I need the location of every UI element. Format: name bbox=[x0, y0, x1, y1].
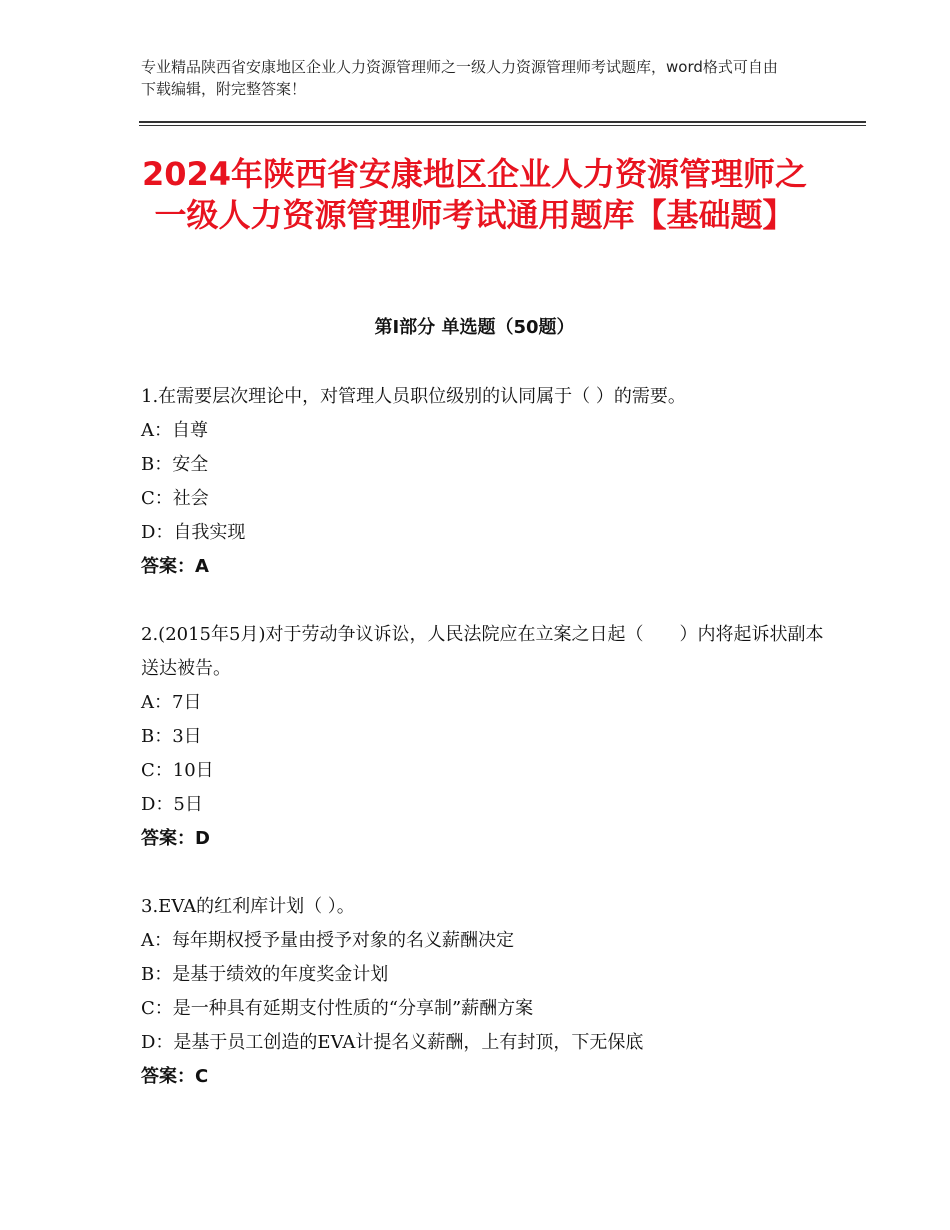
option-c: C：10日 bbox=[141, 760, 214, 781]
header-divider bbox=[139, 121, 866, 123]
question-2 bbox=[141, 618, 841, 856]
option-a: A：7日 bbox=[141, 692, 202, 713]
document-title: 2024年陕西省安康地区企业人力资源管理师之一级人力资源管理师考试通用题库【基础题】 bbox=[141, 155, 808, 234]
answer: 答案：A bbox=[141, 556, 209, 577]
answer: 答案：C bbox=[141, 1066, 209, 1087]
option-b: B：安全 bbox=[141, 454, 209, 475]
option-d: D：5日 bbox=[141, 794, 203, 815]
option-c: C：是一种具有延期支付性质的“分享制”薪酬方案 bbox=[141, 998, 534, 1019]
option-d: D：是基于员工创造的EVA计提名义薪酬，上有封顶，下无保底 bbox=[141, 1032, 644, 1053]
question-stem: 1.在需要层次理论中，对管理人员职位级别的认同属于（ ）的需要。 bbox=[141, 386, 686, 407]
question-1 bbox=[141, 380, 841, 584]
option-c: C：社会 bbox=[141, 488, 209, 509]
question-3 bbox=[141, 890, 841, 1094]
section-heading: 第Ⅰ部分 单选题（50题） bbox=[374, 317, 575, 338]
option-a: A：每年期权授予量由授予对象的名义薪酬决定 bbox=[141, 930, 514, 951]
option-b: B：是基于绩效的年度奖金计划 bbox=[141, 964, 389, 985]
option-a: A：自尊 bbox=[141, 420, 208, 441]
option-d: D：自我实现 bbox=[141, 522, 246, 543]
answer: 答案：D bbox=[141, 828, 210, 849]
option-b: B：3日 bbox=[141, 726, 202, 747]
question-stem: 3.EVA的红利库计划（ ）。 bbox=[141, 896, 355, 917]
question-stem: 2.(2015年5月)对于劳动争议诉讼，人民法院应在立案之日起（ ）内将起诉状副本送达被告。 bbox=[141, 624, 824, 679]
header-note: 专业精品陕西省安康地区企业人力资源管理师之一级人力资源管理师考试题库，word格式可自由下载编辑，附完整答案！ bbox=[141, 58, 778, 98]
